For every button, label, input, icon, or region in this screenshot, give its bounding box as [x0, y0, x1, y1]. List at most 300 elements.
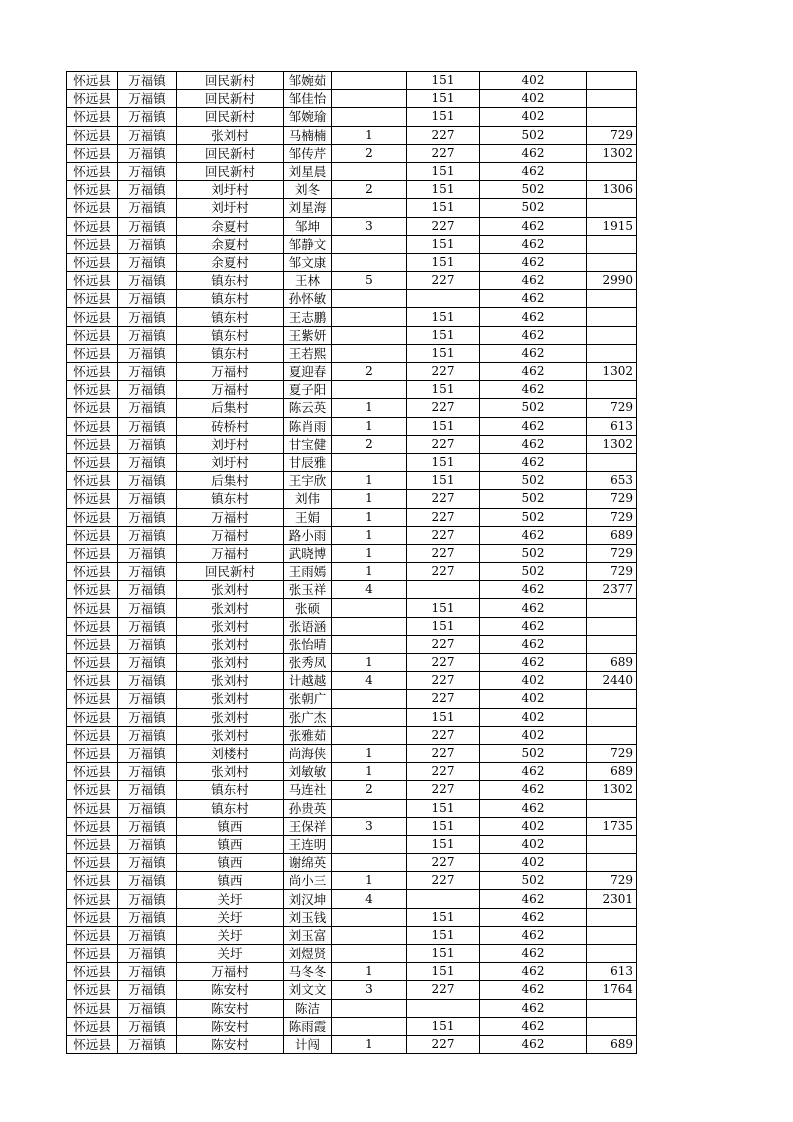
town-cell: 万福镇	[118, 817, 177, 835]
total-cell	[587, 926, 637, 944]
table-row	[67, 326, 637, 344]
count-cell: 1	[332, 654, 407, 672]
county-cell: 怀远县	[67, 563, 118, 581]
amount-a-cell: 227	[407, 126, 480, 144]
village-cell: 镇西	[177, 817, 284, 835]
town-cell: 万福镇	[118, 344, 177, 362]
table-row	[67, 945, 637, 963]
county-cell: 怀远县	[67, 363, 118, 381]
count-cell	[332, 290, 407, 308]
count-cell	[332, 90, 407, 108]
amount-a-cell	[407, 999, 480, 1017]
amount-b-cell: 402	[480, 708, 587, 726]
amount-a-cell: 227	[407, 526, 480, 544]
town-cell: 万福镇	[118, 690, 177, 708]
name-cell: 陈雨霞	[284, 1017, 332, 1035]
amount-a-cell: 227	[407, 144, 480, 162]
town-cell: 万福镇	[118, 744, 177, 762]
amount-a-cell: 151	[407, 308, 480, 326]
table-row	[67, 490, 637, 508]
county-cell: 怀远县	[67, 326, 118, 344]
amount-b-cell: 502	[480, 199, 587, 217]
town-cell: 万福镇	[118, 999, 177, 1017]
count-cell: 5	[332, 272, 407, 290]
amount-a-cell	[407, 890, 480, 908]
amount-a-cell: 151	[407, 181, 480, 199]
name-cell: 尚海侠	[284, 744, 332, 762]
county-cell: 怀远县	[67, 90, 118, 108]
village-cell: 陈安村	[177, 1017, 284, 1035]
town-cell: 万福镇	[118, 490, 177, 508]
county-cell: 怀远县	[67, 417, 118, 435]
count-cell: 1	[332, 563, 407, 581]
county-cell: 怀远县	[67, 635, 118, 653]
town-cell: 万福镇	[118, 781, 177, 799]
amount-a-cell: 227	[407, 744, 480, 762]
table-row	[67, 763, 637, 781]
county-cell: 怀远县	[67, 1035, 118, 1053]
total-cell: 1302	[587, 781, 637, 799]
amount-a-cell: 151	[407, 472, 480, 490]
table-row	[67, 926, 637, 944]
amount-a-cell: 151	[407, 344, 480, 362]
amount-b-cell: 402	[480, 108, 587, 126]
town-cell: 万福镇	[118, 162, 177, 180]
village-cell: 镇东村	[177, 799, 284, 817]
name-cell: 张语涵	[284, 617, 332, 635]
amount-b-cell: 502	[480, 181, 587, 199]
table-row	[67, 1017, 637, 1035]
table-row	[67, 744, 637, 762]
county-cell: 怀远县	[67, 617, 118, 635]
table-row	[67, 162, 637, 180]
county-cell: 怀远县	[67, 235, 118, 253]
county-cell: 怀远县	[67, 908, 118, 926]
town-cell: 万福镇	[118, 726, 177, 744]
county-cell: 怀远县	[67, 381, 118, 399]
amount-b-cell: 462	[480, 417, 587, 435]
total-cell: 653	[587, 472, 637, 490]
county-cell: 怀远县	[67, 72, 118, 90]
count-cell	[332, 708, 407, 726]
amount-a-cell: 227	[407, 872, 480, 890]
town-cell: 万福镇	[118, 635, 177, 653]
name-cell: 王志鹏	[284, 308, 332, 326]
village-cell: 回民新村	[177, 90, 284, 108]
county-cell: 怀远县	[67, 272, 118, 290]
county-cell: 怀远县	[67, 854, 118, 872]
town-cell: 万福镇	[118, 399, 177, 417]
amount-a-cell: 151	[407, 253, 480, 271]
amount-a-cell: 151	[407, 908, 480, 926]
amount-a-cell: 227	[407, 635, 480, 653]
count-cell: 1	[332, 744, 407, 762]
total-cell: 2990	[587, 272, 637, 290]
amount-b-cell: 462	[480, 217, 587, 235]
amount-a-cell: 227	[407, 1035, 480, 1053]
county-cell: 怀远县	[67, 108, 118, 126]
town-cell: 万福镇	[118, 890, 177, 908]
table-row	[67, 563, 637, 581]
village-cell: 刘圩村	[177, 199, 284, 217]
amount-a-cell	[407, 581, 480, 599]
total-cell: 1915	[587, 217, 637, 235]
total-cell	[587, 835, 637, 853]
table-row	[67, 363, 637, 381]
village-cell: 张刘村	[177, 763, 284, 781]
total-cell: 729	[587, 490, 637, 508]
amount-b-cell: 462	[480, 926, 587, 944]
amount-b-cell: 402	[480, 817, 587, 835]
count-cell: 1	[332, 1035, 407, 1053]
town-cell: 万福镇	[118, 599, 177, 617]
table-row	[67, 908, 637, 926]
name-cell: 邹文康	[284, 253, 332, 271]
count-cell	[332, 726, 407, 744]
village-cell: 镇东村	[177, 344, 284, 362]
table-row	[67, 981, 637, 999]
town-cell: 万福镇	[118, 235, 177, 253]
county-cell: 怀远县	[67, 399, 118, 417]
total-cell	[587, 290, 637, 308]
count-cell: 3	[332, 817, 407, 835]
name-cell: 计越越	[284, 672, 332, 690]
name-cell: 刘星晨	[284, 162, 332, 180]
town-cell: 万福镇	[118, 417, 177, 435]
amount-a-cell: 227	[407, 272, 480, 290]
count-cell: 2	[332, 435, 407, 453]
count-cell: 1	[332, 544, 407, 562]
count-cell: 1	[332, 963, 407, 981]
village-cell: 陈安村	[177, 1035, 284, 1053]
count-cell: 2	[332, 363, 407, 381]
village-cell: 陈安村	[177, 999, 284, 1017]
village-cell: 砖桥村	[177, 417, 284, 435]
table-row	[67, 308, 637, 326]
county-cell: 怀远县	[67, 872, 118, 890]
village-cell: 镇西	[177, 872, 284, 890]
village-cell: 回民新村	[177, 563, 284, 581]
count-cell: 1	[332, 126, 407, 144]
town-cell: 万福镇	[118, 581, 177, 599]
village-cell: 关圩	[177, 908, 284, 926]
table-row	[67, 854, 637, 872]
count-cell: 3	[332, 217, 407, 235]
amount-b-cell: 462	[480, 945, 587, 963]
total-cell: 729	[587, 544, 637, 562]
town-cell: 万福镇	[118, 472, 177, 490]
town-cell: 万福镇	[118, 381, 177, 399]
amount-a-cell: 227	[407, 435, 480, 453]
amount-a-cell: 151	[407, 1017, 480, 1035]
amount-b-cell: 462	[480, 963, 587, 981]
count-cell: 1	[332, 763, 407, 781]
count-cell: 4	[332, 890, 407, 908]
count-cell: 1	[332, 399, 407, 417]
count-cell	[332, 344, 407, 362]
county-cell: 怀远县	[67, 508, 118, 526]
amount-b-cell: 462	[480, 344, 587, 362]
county-cell: 怀远县	[67, 799, 118, 817]
total-cell	[587, 72, 637, 90]
amount-a-cell	[407, 290, 480, 308]
count-cell: 2	[332, 181, 407, 199]
town-cell: 万福镇	[118, 799, 177, 817]
table-row	[67, 599, 637, 617]
village-cell: 镇东村	[177, 490, 284, 508]
total-cell: 729	[587, 563, 637, 581]
county-cell: 怀远县	[67, 453, 118, 471]
total-cell: 689	[587, 1035, 637, 1053]
name-cell: 张朝广	[284, 690, 332, 708]
total-cell	[587, 344, 637, 362]
village-cell: 张刘村	[177, 708, 284, 726]
town-cell: 万福镇	[118, 72, 177, 90]
amount-b-cell: 462	[480, 908, 587, 926]
table-row	[67, 835, 637, 853]
count-cell	[332, 253, 407, 271]
amount-a-cell: 227	[407, 363, 480, 381]
name-cell: 刘煜贤	[284, 945, 332, 963]
table-row	[67, 472, 637, 490]
town-cell: 万福镇	[118, 526, 177, 544]
table-row	[67, 1035, 637, 1053]
table-row	[67, 508, 637, 526]
county-cell: 怀远县	[67, 726, 118, 744]
amount-a-cell: 151	[407, 926, 480, 944]
name-cell: 张秀凤	[284, 654, 332, 672]
village-cell: 张刘村	[177, 654, 284, 672]
total-cell: 729	[587, 872, 637, 890]
total-cell	[587, 235, 637, 253]
town-cell: 万福镇	[118, 926, 177, 944]
village-cell: 张刘村	[177, 617, 284, 635]
town-cell: 万福镇	[118, 672, 177, 690]
count-cell	[332, 999, 407, 1017]
table-row	[67, 635, 637, 653]
count-cell: 1	[332, 490, 407, 508]
table-row	[67, 272, 637, 290]
total-cell	[587, 617, 637, 635]
name-cell: 邹传芹	[284, 144, 332, 162]
total-cell	[587, 162, 637, 180]
table-row	[67, 872, 637, 890]
amount-a-cell: 151	[407, 945, 480, 963]
county-cell: 怀远县	[67, 308, 118, 326]
amount-a-cell: 227	[407, 854, 480, 872]
total-cell: 1735	[587, 817, 637, 835]
town-cell: 万福镇	[118, 144, 177, 162]
village-cell: 张刘村	[177, 672, 284, 690]
amount-b-cell: 462	[480, 617, 587, 635]
town-cell: 万福镇	[118, 181, 177, 199]
total-cell	[587, 199, 637, 217]
village-cell: 回民新村	[177, 144, 284, 162]
table-row	[67, 890, 637, 908]
name-cell: 刘伟	[284, 490, 332, 508]
amount-b-cell: 502	[480, 544, 587, 562]
table-row	[67, 72, 637, 90]
total-cell: 1302	[587, 144, 637, 162]
town-cell: 万福镇	[118, 872, 177, 890]
county-cell: 怀远县	[67, 981, 118, 999]
amount-b-cell: 462	[480, 272, 587, 290]
county-cell: 怀远县	[67, 126, 118, 144]
total-cell: 689	[587, 654, 637, 672]
name-cell: 陈云英	[284, 399, 332, 417]
name-cell: 尚小三	[284, 872, 332, 890]
county-cell: 怀远县	[67, 654, 118, 672]
total-cell: 613	[587, 963, 637, 981]
name-cell: 王林	[284, 272, 332, 290]
count-cell	[332, 235, 407, 253]
count-cell	[332, 108, 407, 126]
amount-b-cell: 462	[480, 890, 587, 908]
total-cell: 1302	[587, 363, 637, 381]
town-cell: 万福镇	[118, 290, 177, 308]
total-cell: 729	[587, 399, 637, 417]
amount-b-cell: 462	[480, 781, 587, 799]
table-row	[67, 181, 637, 199]
amount-a-cell: 227	[407, 563, 480, 581]
count-cell: 4	[332, 581, 407, 599]
county-cell: 怀远县	[67, 763, 118, 781]
county-cell: 怀远县	[67, 344, 118, 362]
county-cell: 怀远县	[67, 435, 118, 453]
table-row	[67, 399, 637, 417]
name-cell: 路小雨	[284, 526, 332, 544]
village-cell: 刘圩村	[177, 453, 284, 471]
amount-a-cell: 151	[407, 162, 480, 180]
name-cell: 邹坤	[284, 217, 332, 235]
table-row	[67, 144, 637, 162]
amount-b-cell: 402	[480, 690, 587, 708]
table-row	[67, 544, 637, 562]
county-cell: 怀远县	[67, 999, 118, 1017]
total-cell	[587, 326, 637, 344]
amount-b-cell: 402	[480, 854, 587, 872]
town-cell: 万福镇	[118, 1017, 177, 1035]
county-cell: 怀远县	[67, 672, 118, 690]
amount-b-cell: 462	[480, 999, 587, 1017]
amount-a-cell: 227	[407, 490, 480, 508]
table-row	[67, 672, 637, 690]
town-cell: 万福镇	[118, 854, 177, 872]
table-row	[67, 235, 637, 253]
total-cell	[587, 999, 637, 1017]
table-row	[67, 126, 637, 144]
total-cell: 2377	[587, 581, 637, 599]
county-cell: 怀远县	[67, 781, 118, 799]
amount-a-cell: 151	[407, 453, 480, 471]
county-cell: 怀远县	[67, 817, 118, 835]
county-cell: 怀远县	[67, 926, 118, 944]
amount-b-cell: 502	[480, 872, 587, 890]
total-cell	[587, 308, 637, 326]
table-row	[67, 253, 637, 271]
amount-a-cell: 227	[407, 654, 480, 672]
total-cell: 689	[587, 763, 637, 781]
amount-b-cell: 462	[480, 235, 587, 253]
count-cell: 2	[332, 781, 407, 799]
village-cell: 关圩	[177, 890, 284, 908]
village-cell: 万福村	[177, 363, 284, 381]
amount-a-cell: 151	[407, 108, 480, 126]
table-row	[67, 199, 637, 217]
amount-b-cell: 502	[480, 508, 587, 526]
village-cell: 张刘村	[177, 126, 284, 144]
count-cell	[332, 835, 407, 853]
village-cell: 回民新村	[177, 72, 284, 90]
table-row	[67, 654, 637, 672]
amount-a-cell: 227	[407, 981, 480, 999]
amount-b-cell: 402	[480, 72, 587, 90]
county-cell: 怀远县	[67, 581, 118, 599]
total-cell: 1764	[587, 981, 637, 999]
total-cell	[587, 908, 637, 926]
amount-a-cell: 227	[407, 672, 480, 690]
village-cell: 镇东村	[177, 308, 284, 326]
county-cell: 怀远县	[67, 526, 118, 544]
amount-a-cell: 151	[407, 72, 480, 90]
town-cell: 万福镇	[118, 835, 177, 853]
name-cell: 刘星海	[284, 199, 332, 217]
amount-a-cell: 227	[407, 763, 480, 781]
amount-b-cell: 502	[480, 126, 587, 144]
name-cell: 马连社	[284, 781, 332, 799]
town-cell: 万福镇	[118, 326, 177, 344]
name-cell: 张怡晴	[284, 635, 332, 653]
table-body	[67, 72, 637, 1054]
table-row	[67, 108, 637, 126]
town-cell: 万福镇	[118, 1035, 177, 1053]
amount-b-cell: 462	[480, 162, 587, 180]
village-cell: 张刘村	[177, 726, 284, 744]
village-cell: 万福村	[177, 544, 284, 562]
village-cell: 余夏村	[177, 253, 284, 271]
amount-a-cell: 151	[407, 835, 480, 853]
town-cell: 万福镇	[118, 199, 177, 217]
amount-a-cell: 151	[407, 599, 480, 617]
count-cell: 1	[332, 872, 407, 890]
name-cell: 邹婉茹	[284, 72, 332, 90]
village-cell: 镇西	[177, 854, 284, 872]
count-cell	[332, 326, 407, 344]
amount-b-cell: 462	[480, 453, 587, 471]
amount-a-cell: 227	[407, 508, 480, 526]
table-row	[67, 999, 637, 1017]
county-cell: 怀远县	[67, 199, 118, 217]
county-cell: 怀远县	[67, 290, 118, 308]
county-cell: 怀远县	[67, 253, 118, 271]
total-cell	[587, 381, 637, 399]
village-cell: 刘圩村	[177, 181, 284, 199]
table-row	[67, 417, 637, 435]
name-cell: 甘辰雅	[284, 453, 332, 471]
count-cell: 1	[332, 508, 407, 526]
amount-a-cell: 151	[407, 381, 480, 399]
count-cell	[332, 908, 407, 926]
name-cell: 邹佳怡	[284, 90, 332, 108]
amount-a-cell: 151	[407, 235, 480, 253]
name-cell: 张雅茹	[284, 726, 332, 744]
name-cell: 陈肖雨	[284, 417, 332, 435]
amount-b-cell: 502	[480, 399, 587, 417]
name-cell: 马楠楠	[284, 126, 332, 144]
village-cell: 余夏村	[177, 217, 284, 235]
amount-b-cell: 462	[480, 381, 587, 399]
total-cell: 613	[587, 417, 637, 435]
